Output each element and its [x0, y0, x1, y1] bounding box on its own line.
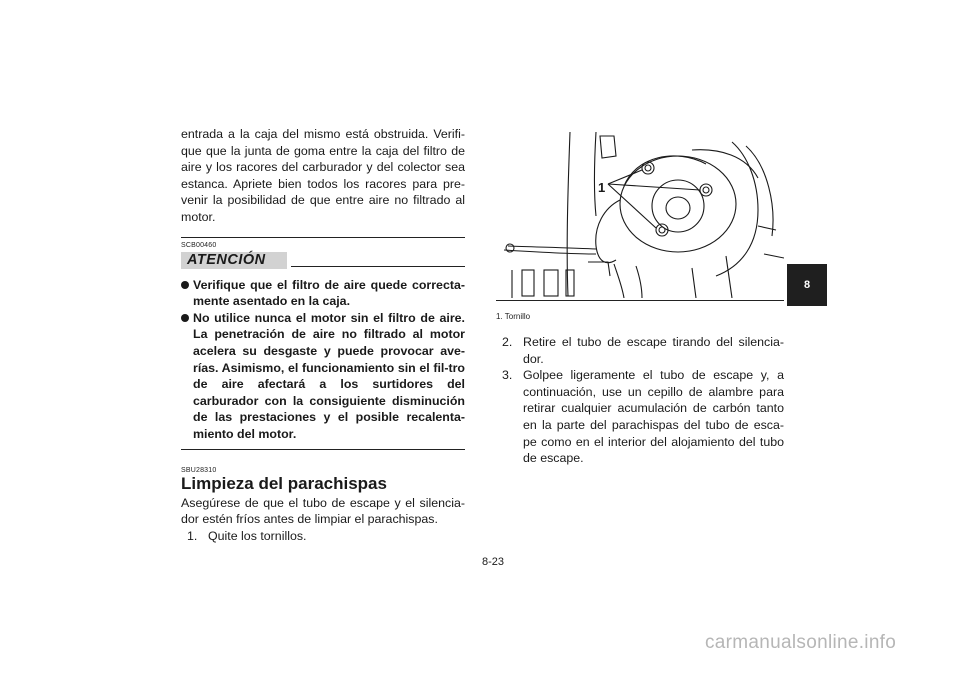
- right-column: [496, 126, 784, 467]
- caution-item: No utilice nunca el motor sin el filtro de aire. La penetración de aire no filtrado al motor acelera su desgaste y puede provocar ave-rías. Asimismo, el funcionamiento sin el fil-tro de aire afectará a los surtidores del carburador con la consiguiente disminución de las prestaciones y el posible recalenta-miento del motor.: [181, 310, 465, 443]
- caution-title: ATENCIÓN: [181, 252, 287, 269]
- section-intro: Asegúrese de que el tubo de escape y el silencia-dor estén fríos antes de limpiar el parachispas.: [181, 495, 465, 527]
- caution-list: [181, 277, 465, 443]
- caution-top-rule: [181, 237, 465, 238]
- step-item: 2. Retire el tubo de escape tirando del silencia-dor.: [502, 335, 784, 366]
- caution-item: Verifique que el filtro de aire quede correcta-mente asentado en la caja.: [181, 277, 465, 310]
- chapter-tab: 8: [787, 264, 827, 306]
- spark-arrester-illustration: [496, 126, 784, 298]
- section-code: SBU28310: [181, 466, 217, 474]
- watermark: carmanualsonline.info: [705, 632, 897, 653]
- figure-caption: 1. Tornillo: [496, 312, 531, 321]
- section-title: Limpieza del parachispas: [181, 473, 387, 493]
- bullet-icon: [181, 281, 189, 289]
- figure-rule: [496, 300, 784, 301]
- callout-label: 1: [598, 180, 606, 195]
- step-item: 3. Golpee ligeramente el tubo de escape y, a continuación, use un cepillo de alambre para retirar cualquier acumulación de carbón tanto en la parte del parachispas del tubo de esca-pe como en el interior del alojamiento del tubo de escape.: [502, 368, 784, 466]
- step-list-left: [181, 528, 465, 545]
- step-item: 1. Quite los tornillos.: [187, 528, 307, 543]
- page-number: 8-23: [481, 556, 505, 568]
- caution-title-rule: [291, 266, 465, 267]
- step-list-right: [496, 334, 784, 467]
- bullet-icon: [181, 314, 189, 322]
- caution-code: SCB00460: [181, 241, 217, 249]
- intro-paragraph: entrada a la caja del mismo está obstruida. Verifi-que que la junta de goma entre la caja del filtro de aire y los racores del carburador y del colector sea estanca. Apriete bien todos los racores para pre-venir la posibilidad de que entre aire no filtrado al motor.: [181, 127, 465, 224]
- caution-header: [181, 250, 465, 272]
- caution-bottom-rule: [181, 449, 465, 450]
- left-column: [181, 126, 465, 544]
